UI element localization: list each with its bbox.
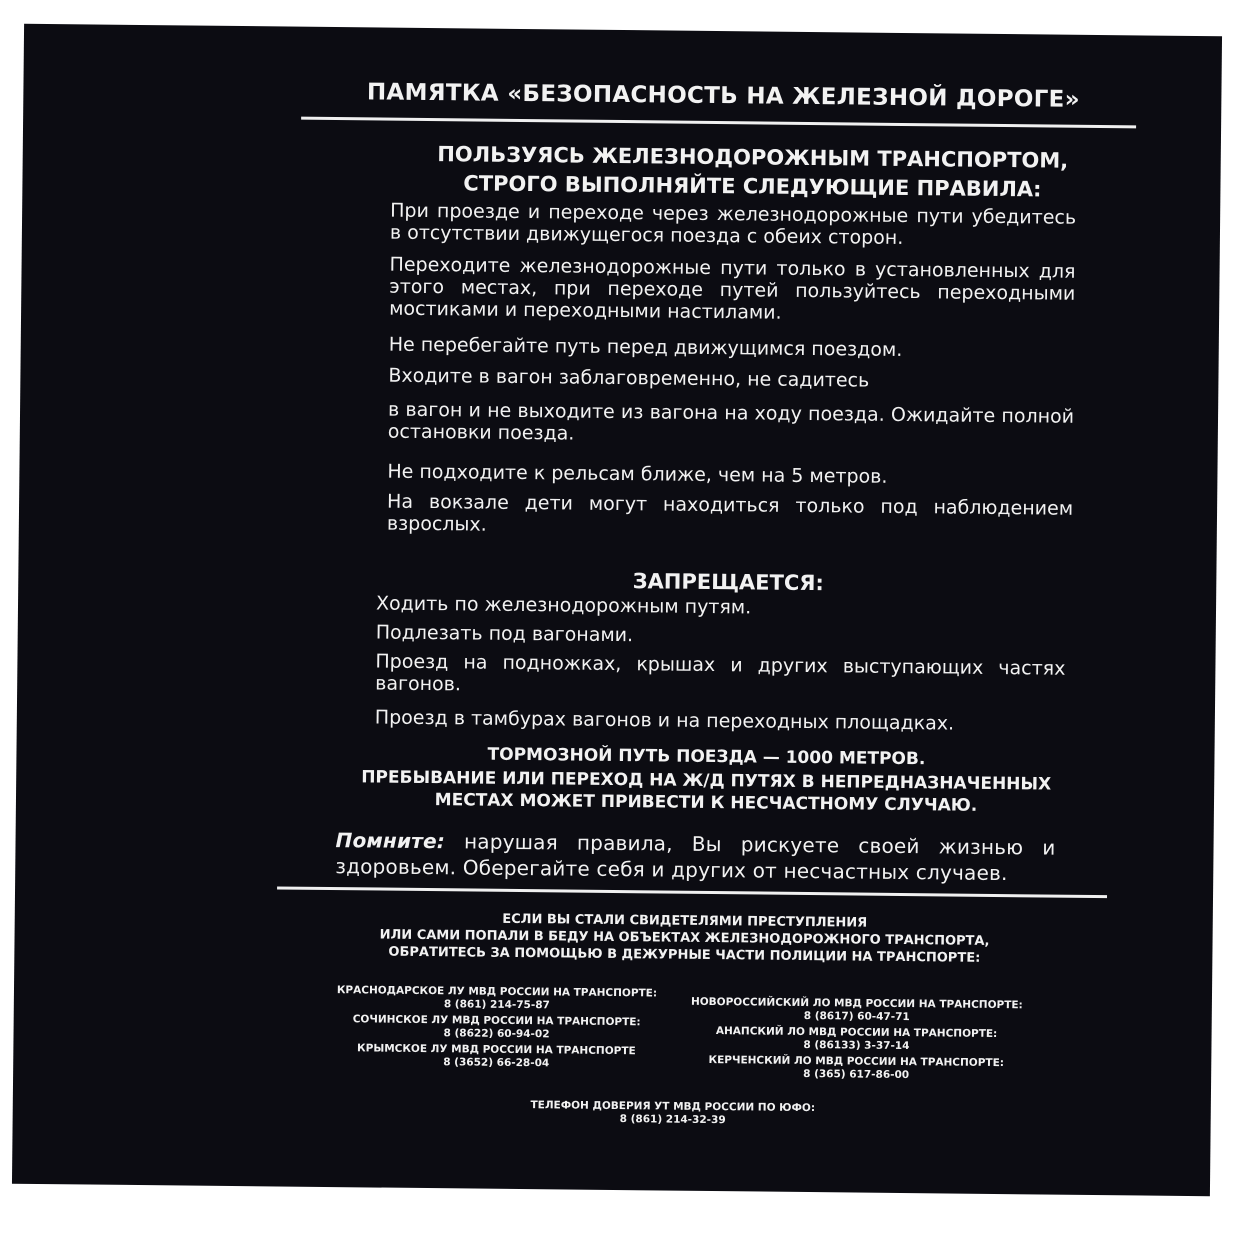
office-phone: 8 (8622) 60-94-02 [443, 1026, 550, 1040]
rules-heading-line-2: СТРОГО ВЫПОЛНЯЙТЕ СЛЕДУЮЩИЕ ПРАВИЛА: [463, 171, 1042, 202]
braking-distance-warning: ТОРМОЗНОЙ ПУТЬ ПОЕЗДА — 1000 МЕТРОВ. [487, 744, 926, 770]
rules-heading-line-1: ПОЛЬЗУЯСЬ ЖЕЛЕЗНОДОРОЖНЫМ ТРАНСПОРТОМ, [437, 142, 1069, 173]
rule-item: Не подходите к рельсам ближе, чем на 5 метров. [387, 460, 888, 488]
forbidden-item: Подлезать под вагонами. [375, 621, 634, 647]
rule-item: Входите в вагон заблаговременно, не садитесь [388, 364, 870, 392]
trust-hotline [503, 1099, 843, 1128]
police-office [681, 1025, 1031, 1054]
contacts-heading [314, 909, 1054, 968]
memo-title: ПАМЯТКА «БЕЗОПАСНОСТЬ НА ЖЕЛЕЗНОЙ ДОРОГЕ» [366, 79, 1080, 113]
offices-left-column [321, 984, 672, 1075]
rules-heading [412, 140, 1093, 205]
office-phone: 8 (365) 617-86-00 [803, 1067, 910, 1081]
police-office [681, 1054, 1031, 1083]
police-office [322, 1013, 672, 1042]
office-name: КРАСНОДАРСКОЕ ЛУ МВД РОССИИ НА ТРАНСПОРТЕ: [336, 984, 658, 1000]
contacts-heading-line-2: ИЛИ САМИ ПОПАЛИ В БЕДУ НА ОБЪЕКТАХ ЖЕЛЕЗНОДОРОЖНОГО ТРАНСПОРТА, [379, 927, 990, 949]
danger-warning-line-2: МЕСТАХ МОЖЕТ ПРИВЕСТИ К НЕСЧАСТНОМУ СЛУЧАЮ. [434, 790, 978, 816]
forbidden-item: Проезд в тамбурах вагонов и на переходных площадках. [374, 706, 955, 735]
police-office [322, 984, 672, 1013]
rule-item: Переходите железнодорожные пути только в установленных для этого местах, при переходе путей пользуйтесь переходными мостиками и переходными настилами. [389, 253, 1076, 324]
office-name: НОВОРОССИЙСКИЙ ЛО МВД РОССИИ НА ТРАНСПОРТЕ: [690, 995, 1023, 1012]
remember-label: Помните: [335, 828, 446, 854]
office-name: АНАПСКИЙ ЛО МВД РОССИИ НА ТРАНСПОРТЕ: [715, 1025, 998, 1041]
office-phone: 8 (8617) 60-47-71 [803, 1009, 910, 1023]
contacts-heading-line-1: ЕСЛИ ВЫ СТАЛИ СВИДЕТЕЛЯМИ ПРЕСТУПЛЕНИЯ [502, 911, 868, 931]
rule-item: При проезде и переходе через железнодорожные пути убедитесь в отсутствии движущегося поезда с обеих сторон. [389, 199, 1077, 249]
offices-right-column [681, 996, 1032, 1087]
trust-hotline-phone: 8 (861) 214-32-39 [619, 1112, 726, 1126]
danger-warning-line-1: ПРЕБЫВАНИЕ ИЛИ ПЕРЕХОД НА Ж/Д ПУТЯХ В НЕПРЕДНАЗНАЧЕННЫХ [361, 767, 1052, 795]
police-office [682, 996, 1032, 1025]
police-office [321, 1042, 671, 1071]
title-divider [301, 117, 1136, 129]
rule-item: Не перебегайте путь перед движущимся поездом. [388, 333, 903, 361]
contacts-heading-line-3: ОБРАТИТЕСЬ ЗА ПОМОЩЬЮ В ДЕЖУРНЫЕ ЧАСТИ ПОЛИЦИИ НА ТРАНСПОРТЕ: [388, 944, 981, 966]
contacts-divider [277, 886, 1107, 898]
remember-text: нарушая правила, Вы рискуете своей жизнью и здоровьем. Оберегайте себя и других от несчастных случаев. [335, 829, 1056, 886]
trust-hotline-label: ТЕЛЕФОН ДОВЕРИЯ УТ МВД РОССИИ ПО ЮФО: [530, 1099, 816, 1115]
office-name: КРЫМСКОЕ ЛУ МВД РОССИИ НА ТРАНСПОРТЕ [357, 1042, 636, 1058]
memo-sheet [12, 24, 1222, 1196]
rule-item: в вагон и не выходите из вагона на ходу поезда. Ожидайте полной остановки поезда. [387, 398, 1075, 445]
office-name: СОЧИНСКОЕ ЛУ МВД РОССИИ НА ТРАНСПОРТЕ: [352, 1013, 641, 1029]
forbidden-item: Ходить по железнодорожным путям. [375, 592, 752, 619]
forbidden-heading: ЗАПРЕЩАЕТСЯ: [632, 569, 825, 596]
forbidden-item: Проезд на подножках, крышах и других выступающих частях вагонов. [375, 650, 1066, 696]
office-name: КЕРЧЕНСКИЙ ЛО МВД РОССИИ НА ТРАНСПОРТЕ: [708, 1053, 1005, 1070]
office-phone: 8 (86133) 3-37-14 [803, 1038, 910, 1052]
remember-note [335, 827, 1056, 887]
office-phone: 8 (3652) 66-28-04 [443, 1055, 550, 1069]
rule-item: На вокзале дети могут находиться только под наблюдением взрослых. [386, 490, 1074, 536]
office-phone: 8 (861) 214-75-87 [443, 997, 550, 1011]
